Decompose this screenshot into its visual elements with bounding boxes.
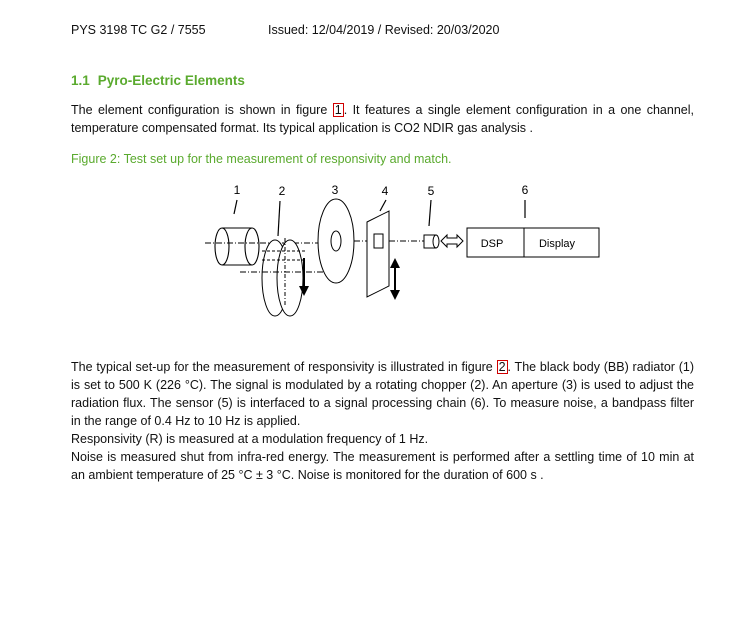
leader-line-1 bbox=[234, 200, 237, 214]
figure-caption: Figure 2: Test set up for the measurement of responsivity and match. bbox=[71, 152, 452, 166]
label-1: 1 bbox=[233, 183, 241, 197]
intro-text-end: . It features a single element configuration in a one channel, temperature compensated format. Its typical application is CO2 NDIR gas analysis . bbox=[71, 103, 694, 135]
rotating-chopper bbox=[262, 238, 305, 316]
test-setup-figure bbox=[200, 178, 620, 323]
document-id: PYS 3198 TC G2 / 7555 bbox=[71, 23, 206, 37]
body-text-end: . The black body (BB) radiator (1) is set to 500 K (226 °C). The signal is modulated by a rotating chopper (2). An aperture (3) is used to adjust the radiation flux. The sensor (5) is interfaced to a signal processing chain (6). To measure noise, a bandpass filter in the range of 0.4 Hz to 10 Hz is applied. bbox=[71, 360, 695, 428]
sample-plate bbox=[367, 211, 389, 297]
label-2: 2 bbox=[278, 184, 286, 198]
black-body-radiator bbox=[215, 228, 259, 265]
section-title: Pyro-Electric Elements bbox=[97, 73, 245, 88]
leader-line-5 bbox=[429, 200, 431, 226]
body-paragraph bbox=[71, 358, 694, 484]
label-5: 5 bbox=[427, 184, 435, 198]
label-3: 3 bbox=[331, 183, 339, 197]
intro-paragraph bbox=[71, 101, 694, 137]
display-label: Display bbox=[538, 238, 576, 250]
leader-line-2 bbox=[278, 201, 280, 236]
issue-revision-dates: Issued: 12/04/2019 / Revised: 20/03/2020 bbox=[268, 23, 500, 37]
intro-text-start: The element configuration is shown in figure bbox=[71, 103, 333, 117]
label-4: 4 bbox=[381, 184, 389, 198]
figure-reference-link[interactable]: 1 bbox=[334, 103, 342, 117]
plate-motion-arrow bbox=[390, 258, 400, 300]
dsp-box bbox=[467, 228, 524, 257]
label-6: 6 bbox=[521, 183, 529, 197]
section-number: 1.1 bbox=[71, 73, 90, 88]
sensor-element bbox=[424, 235, 439, 248]
noise-line: Noise is measured shut from infra-red energy. The measurement is performed after a settling time of 10 min at an ambient temperature of 25 °C ± 3 °C. Noise is monitored for the duration of 600 s . bbox=[71, 450, 694, 482]
test-setup-diagram bbox=[200, 178, 620, 323]
bidirectional-arrow bbox=[441, 235, 463, 247]
leader-line-4 bbox=[380, 200, 386, 211]
dsp-label: DSP bbox=[480, 238, 504, 250]
display-box bbox=[524, 228, 599, 257]
section-heading bbox=[71, 73, 245, 88]
figure-reference-link-2[interactable]: 2 bbox=[498, 360, 506, 374]
body-text-start: The typical set-up for the measurement of responsivity is illustrated in figure bbox=[71, 360, 497, 374]
body-main-text bbox=[71, 358, 694, 430]
responsivity-line: Responsivity (R) is measured at a modulation frequency of 1 Hz. bbox=[71, 432, 429, 446]
aperture-disc bbox=[318, 199, 354, 283]
